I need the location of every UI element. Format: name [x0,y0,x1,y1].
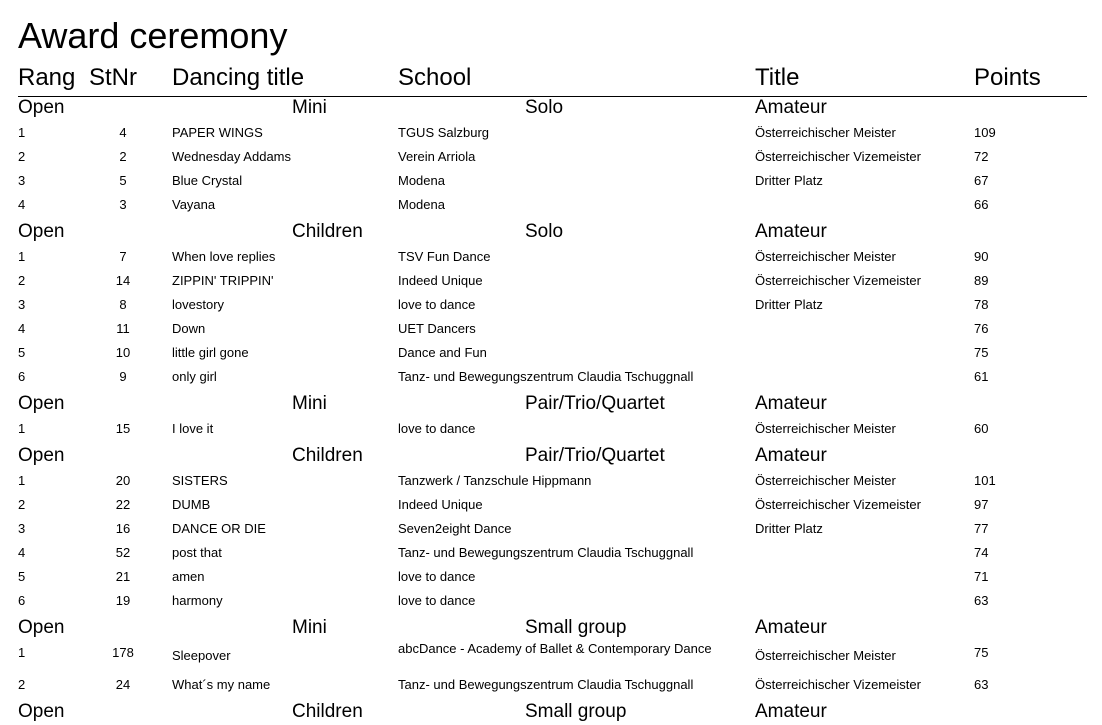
start-number-cell: 5 [119,173,127,188]
column-header-points: Points [974,64,1041,91]
level-label: Amateur [755,393,827,414]
start-number-cell: 22 [115,497,131,512]
result-row [0,149,1102,171]
rank-cell: 1 [18,645,26,660]
category-label: Open [18,445,65,466]
points-cell: 78 [974,297,989,312]
category-label: Open [18,221,65,242]
category-label: Open [18,97,65,118]
age-group-label: Mini [292,393,327,414]
dancing-title-cell: PAPER WINGS [172,125,263,140]
award-title-cell: Dritter Platz [755,521,823,536]
school-cell: abcDance - Academy of Ballet & Contemporary Dance [398,641,712,656]
discipline-label: Pair/Trio/Quartet [525,393,665,414]
result-row [0,345,1102,367]
page-title: Award ceremony [18,15,288,56]
school-cell: love to dance [398,297,476,312]
result-row [0,473,1102,495]
dancing-title-cell: Sleepover [172,648,231,663]
dancing-title-cell: Vayana [172,197,216,212]
award-title-cell: Dritter Platz [755,297,823,312]
dancing-title-cell: DANCE OR DIE [172,521,266,536]
result-row [0,321,1102,343]
points-cell: 71 [974,569,989,584]
points-cell: 77 [974,521,989,536]
discipline-label: Solo [525,97,564,118]
dancing-title-cell: Blue Crystal [172,173,243,188]
category-header [0,393,1102,417]
award-title-cell: Österreichischer Meister [755,473,896,488]
points-cell: 66 [974,197,989,212]
column-header-stnr: StNr [89,64,137,91]
award-title-cell: Österreichischer Meister [755,249,896,264]
dancing-title-cell: Wednesday Addams [172,149,291,164]
school-cell: Indeed Unique [398,497,483,512]
points-cell: 89 [974,273,989,288]
dancing-title-cell: I love it [172,421,214,436]
school-cell: love to dance [398,569,476,584]
result-row [0,569,1102,591]
start-number-cell: 10 [115,345,131,360]
points-cell: 63 [974,677,989,692]
result-row [0,497,1102,519]
school-cell: Tanz- und Bewegungszentrum Claudia Tschuggnall [398,545,694,560]
start-number-cell: 2 [119,149,127,164]
start-number-cell: 9 [119,369,127,384]
start-number-cell: 21 [115,569,131,584]
school-cell: Modena [398,173,445,188]
award-title-cell: Österreichischer Vizemeister [755,497,921,512]
result-row [0,641,1102,667]
points-cell: 61 [974,369,989,384]
result-row [0,125,1102,147]
level-label: Amateur [755,701,827,722]
level-label: Amateur [755,221,827,242]
dancing-title-cell: lovestory [172,297,225,312]
result-row [0,273,1102,295]
dancing-title-cell: ZIPPIN' TRIPPIN' [172,273,274,288]
dancing-title-cell: amen [172,569,205,584]
start-number-cell: 178 [112,645,134,660]
category-header [0,445,1102,469]
start-number-cell: 7 [119,249,127,264]
dancing-title-cell: Down [172,321,206,336]
points-cell: 60 [974,421,989,436]
start-number-cell: 16 [115,521,131,536]
points-cell: 63 [974,593,989,608]
school-cell: Modena [398,197,445,212]
rank-cell: 2 [18,677,26,692]
school-cell: Tanzwerk / Tanzschule Hippmann [398,473,592,488]
rank-cell: 6 [18,369,26,384]
rank-cell: 5 [18,345,26,360]
age-group-label: Children [292,701,363,722]
discipline-label: Pair/Trio/Quartet [525,445,665,466]
points-cell: 97 [974,497,989,512]
age-group-label: Mini [292,97,327,118]
school-cell: TSV Fun Dance [398,249,491,264]
rank-cell: 1 [18,249,26,264]
discipline-label: Small group [525,701,627,722]
category-header [0,617,1102,641]
rank-cell: 3 [18,173,26,188]
rank-cell: 1 [18,421,26,436]
points-cell: 75 [974,345,989,360]
category-header [0,221,1102,245]
school-cell: Tanz- und Bewegungszentrum Claudia Tschuggnall [398,369,694,384]
result-row [0,173,1102,195]
award-title-cell: Österreichischer Meister [755,648,896,663]
result-row [0,421,1102,443]
age-group-label: Mini [292,617,327,638]
rank-cell: 1 [18,473,26,488]
column-header-dancing-title: Dancing title [172,64,305,91]
school-cell: Seven2eight Dance [398,521,512,536]
school-cell: TGUS Salzburg [398,125,490,140]
dancing-title-cell: post that [172,545,222,560]
rank-cell: 3 [18,521,26,536]
award-title-cell: Österreichischer Vizemeister [755,149,921,164]
start-number-cell: 52 [115,545,131,560]
award-title-cell: Österreichischer Vizemeister [755,273,921,288]
start-number-cell: 20 [115,473,131,488]
points-cell: 90 [974,249,989,264]
category-label: Open [18,393,65,414]
column-header-title: Title [755,64,800,91]
result-row [0,677,1102,699]
start-number-cell: 19 [115,593,131,608]
rank-cell: 6 [18,593,26,608]
school-cell: Tanz- und Bewegungszentrum Claudia Tschuggnall [398,677,694,692]
start-number-cell: 14 [115,273,131,288]
start-number-cell: 15 [115,421,131,436]
rank-cell: 4 [18,545,26,560]
result-row [0,249,1102,271]
start-number-cell: 4 [119,125,127,140]
discipline-label: Solo [525,221,564,242]
level-label: Amateur [755,445,827,466]
school-cell: UET Dancers [398,321,476,336]
points-cell: 109 [974,125,996,140]
age-group-label: Children [292,445,363,466]
rank-cell: 4 [18,321,26,336]
result-row [0,297,1102,319]
category-header [0,701,1102,725]
award-title-cell: Österreichischer Meister [755,421,896,436]
category-label: Open [18,701,65,722]
rank-cell: 4 [18,197,26,212]
rank-cell: 5 [18,569,26,584]
start-number-cell: 8 [119,297,127,312]
rank-cell: 1 [18,125,26,140]
result-row [0,521,1102,543]
rank-cell: 2 [18,273,26,288]
school-cell: Dance and Fun [398,345,487,360]
points-cell: 67 [974,173,989,188]
start-number-cell: 11 [116,321,130,336]
points-cell: 74 [974,545,989,560]
rank-cell: 3 [18,297,26,312]
dancing-title-cell: SISTERS [172,473,228,488]
start-number-cell: 3 [119,197,127,212]
dancing-title-cell: What´s my name [172,677,271,692]
level-label: Amateur [755,617,827,638]
points-cell: 72 [974,149,989,164]
column-header-rang: Rang [18,64,76,91]
school-cell: Verein Arriola [398,149,476,164]
school-cell: love to dance [398,593,476,608]
age-group-label: Children [292,221,363,242]
points-cell: 75 [974,645,989,660]
dancing-title-cell: harmony [172,593,223,608]
result-row [0,369,1102,391]
school-cell: love to dance [398,421,476,436]
dancing-title-cell: only girl [172,369,217,384]
result-row [0,593,1102,615]
award-title-cell: Dritter Platz [755,173,823,188]
school-cell: Indeed Unique [398,273,483,288]
dancing-title-cell: little girl gone [172,345,249,360]
result-row [0,197,1102,219]
category-label: Open [18,617,65,638]
level-label: Amateur [755,97,827,118]
discipline-label: Small group [525,617,627,638]
column-header-school: School [398,64,472,91]
rank-cell: 2 [18,497,26,512]
rank-cell: 2 [18,149,26,164]
dancing-title-cell: When love replies [172,249,276,264]
points-cell: 76 [974,321,989,336]
start-number-cell: 24 [115,677,131,692]
dancing-title-cell: DUMB [172,497,211,512]
award-title-cell: Österreichischer Vizemeister [755,677,921,692]
category-header [0,97,1102,121]
points-cell: 101 [974,473,996,488]
award-title-cell: Österreichischer Meister [755,125,896,140]
result-row [0,545,1102,567]
